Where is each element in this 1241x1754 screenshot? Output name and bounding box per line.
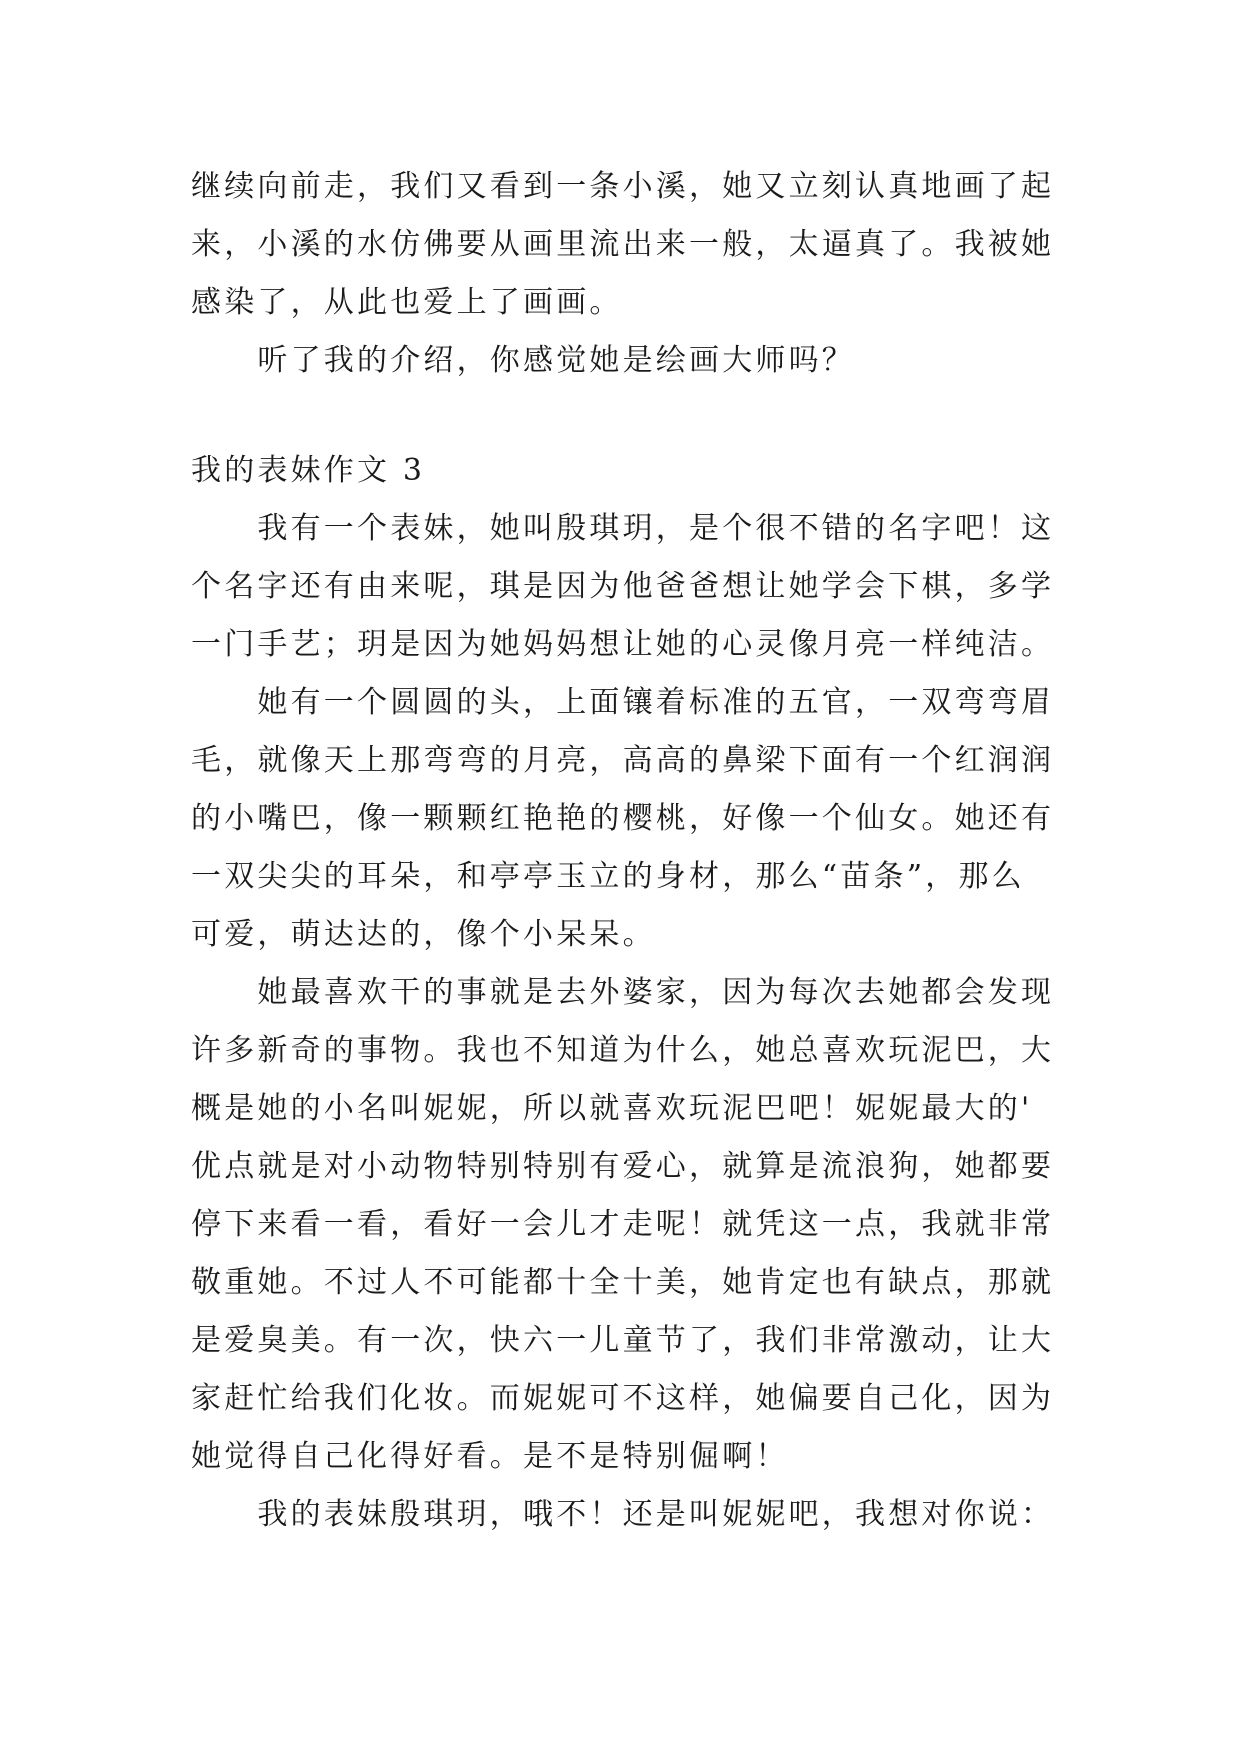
paragraph-line: 敬重她。不过人不可能都十全十美，她肯定也有缺点，那就 bbox=[191, 1265, 1055, 1300]
paragraph-line: 她有一个圆圆的头，上面镶着标准的五官，一双弯弯眉 bbox=[191, 685, 1055, 720]
paragraph-line: 优点就是对小动物特别特别有爱心，就算是流浪狗，她都要 bbox=[191, 1149, 1055, 1184]
paragraph-line: 听了我的介绍，你感觉她是绘画大师吗？ bbox=[191, 343, 855, 378]
paragraph-line: 她最喜欢干的事就是去外婆家，因为每次去她都会发现 bbox=[191, 975, 1055, 1010]
section-title: 我的表妹作文 3 bbox=[191, 453, 426, 488]
paragraph-line: 概是她的小名叫妮妮，所以就喜欢玩泥巴吧！妮妮最大的' bbox=[191, 1091, 1033, 1126]
paragraph-line: 的小嘴巴，像一颗颗红艳艳的樱桃，好像一个仙女。她还有 bbox=[191, 801, 1055, 836]
paragraph-line: 许多新奇的事物。我也不知道为什么，她总喜欢玩泥巴，大 bbox=[191, 1033, 1055, 1068]
paragraph-line: 我有一个表妹，她叫殷琪玥，是个很不错的名字吧！这 bbox=[191, 511, 1055, 546]
paragraph-line: 继续向前走，我们又看到一条小溪，她又立刻认真地画了起 bbox=[191, 169, 1055, 204]
paragraph-line: 一双尖尖的耳朵，和亭亭玉立的身材，那么“苗条”，那么 bbox=[191, 859, 1025, 894]
paragraph-line: 个名字还有由来呢，琪是因为他爸爸想让她学会下棋，多学 bbox=[191, 569, 1055, 604]
paragraph-line: 家赶忙给我们化妆。而妮妮可不这样，她偏要自己化，因为 bbox=[191, 1381, 1055, 1416]
paragraph-line: 毛，就像天上那弯弯的月亮，高高的鼻梁下面有一个红润润 bbox=[191, 743, 1055, 778]
paragraph-line: 是爱臭美。有一次，快六一儿童节了，我们非常激动，让大 bbox=[191, 1323, 1055, 1358]
paragraph-line: 可爱，萌达达的，像个小呆呆。 bbox=[191, 917, 656, 952]
paragraph-line: 感染了，从此也爱上了画画。 bbox=[191, 285, 623, 320]
document-body bbox=[191, 158, 1055, 1544]
paragraph-line: 我的表妹殷琪玥，哦不！还是叫妮妮吧，我想对你说： bbox=[191, 1497, 1055, 1532]
paragraph-line: 来，小溪的水仿佛要从画里流出来一般，太逼真了。我被她 bbox=[191, 227, 1055, 262]
paragraph-line: 她觉得自己化得好看。是不是特别倔啊！ bbox=[191, 1439, 789, 1474]
section-spacer bbox=[191, 390, 1051, 442]
paragraph-line: 停下来看一看，看好一会儿才走呢！就凭这一点，我就非常 bbox=[191, 1207, 1055, 1242]
paragraph-line: 一门手艺；玥是因为她妈妈想让她的心灵像月亮一样纯洁。 bbox=[191, 627, 1055, 662]
